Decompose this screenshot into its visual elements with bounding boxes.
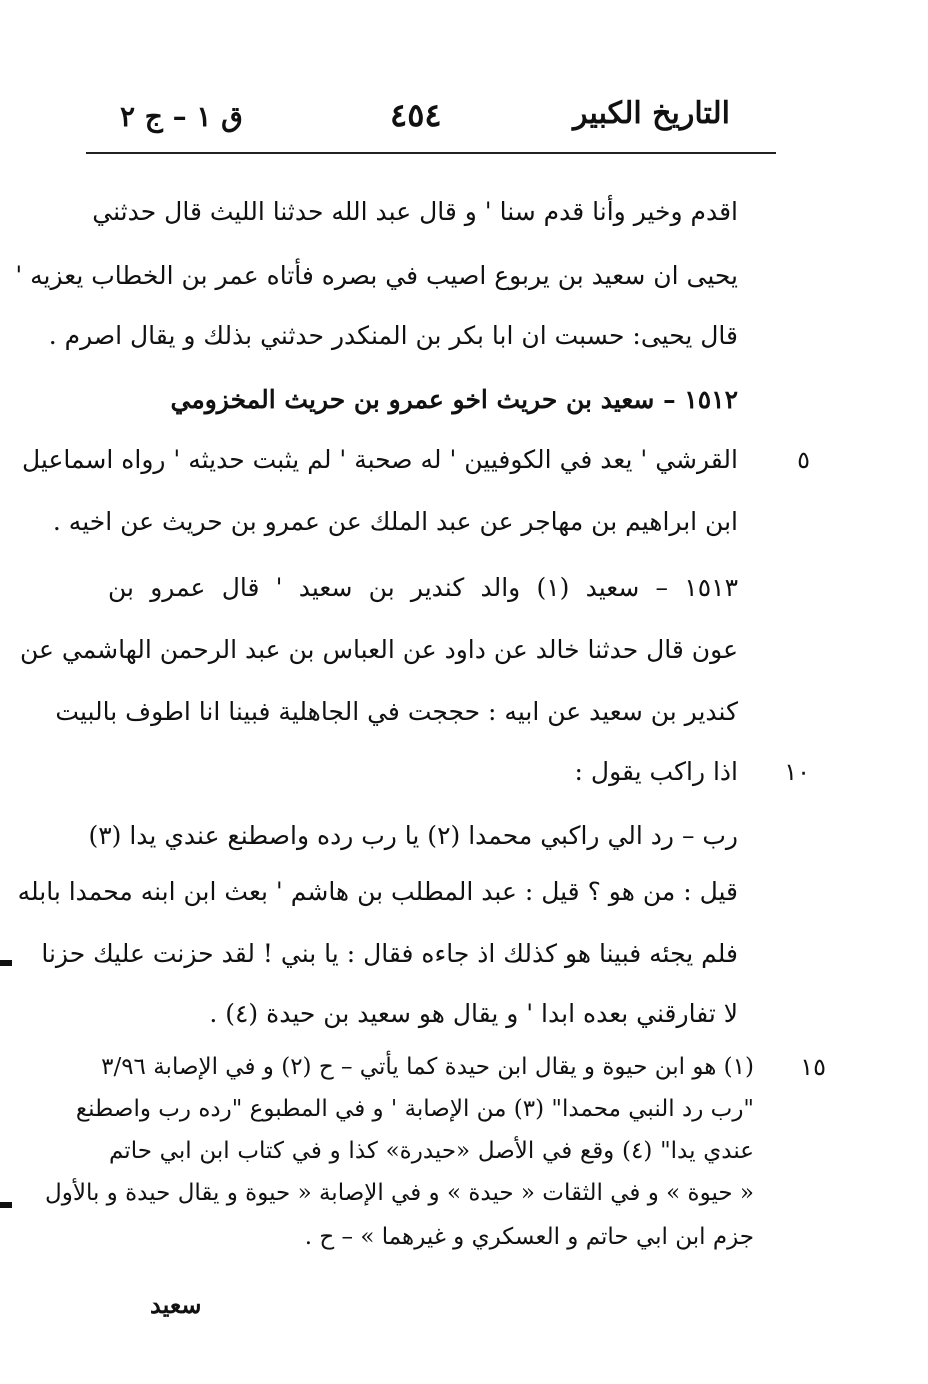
text-line: ١٥١٣ – سعيد (١) والد كندير بن سعيد ' قال عمرو بن [108,573,738,602]
page-header [100,96,730,146]
text-line: يحيى ان سعيد بن يربوع اصيب في بصره فأتاه عمر بن الخطاب يعزيه ' [15,261,738,290]
text-line: القرشي ' يعد في الكوفيين ' له صحبة ' لم يثبت حديثه ' رواه اسماعيل [21,445,738,474]
volume-part: ق ١ – ج ٢ [120,100,243,133]
margin-mark [0,960,12,966]
text-line: ١٥١٢ – سعيد بن حريث اخو عمرو بن حريث المخزومي [170,385,738,414]
text-line: عون قال حدثنا خالد عن داود عن العباس بن عبد الرحمن الهاشمي عن [19,635,738,664]
catchword: سعيد [150,1290,202,1319]
footnote-line: « حيوة » و في الثقات « حيدة » و في الإصابة « حيوة و يقال حيدة و بالأول [45,1180,754,1206]
text-line: اذا راكب يقول : [574,757,738,786]
text-line: رب – رد الي راكبي محمدا (٢) يا رب رده واصطنع عندي يدا (٣) [88,821,738,850]
line-number: ٥ [797,446,810,474]
line-number: ١٠ [784,758,810,786]
header-rule [86,152,776,154]
footnote-line: عندي يدا" (٤) وقع في الأصل «حيدرة» كذا و في كتاب ابن ابي حاتم [109,1138,755,1164]
text-line: قال يحيى: حسبت ان ابا بكر بن المنكدر حدثني بذلك و يقال اصرم . [48,321,738,350]
text-line: ابن ابراهيم بن مهاجر عن عبد الملك عن عمرو بن حريث عن اخيه . [52,507,738,536]
page-number: ٤٥٤ [390,96,442,134]
text-line: كندير بن سعيد عن ابيه : حججت في الجاهلية فبينا انا اطوف بالبيت [55,697,738,726]
margin-mark [0,1202,12,1208]
line-number: ١٥ [800,1053,826,1081]
running-title: التاريخ الكبير [572,96,730,131]
footnote-line: جزم ابن ابي حاتم و العسكري و غيرهما » – ح . [304,1224,754,1250]
footnote-line: "رب رد النبي محمدا" (٣) من الإصابة ' و في المطبوع "رده رب واصطنع [75,1096,754,1122]
text-line: لا تفارقني بعده ابدا ' و يقال هو سعيد بن حيدة (٤) . [209,999,738,1028]
text-line: قيل : من هو ؟ قيل : عبد المطلب بن هاشم ' بعث ابن ابنه محمدا بابله [17,877,738,906]
footnote-line: (١) هو ابن حيوة و يقال ابن حيدة كما يأتي – ح (٢) و في الإصابة ٣/٩٦ [101,1054,754,1080]
text-line: اقدم وخير وأنا قدم سنا ' و قال عبد الله حدثنا الليث قال حدثني [92,197,738,226]
text-line: فلم يجئه فبينا هو كذلك اذ جاءه فقال : يا بني ! لقد حزنت عليك حزنا [41,939,738,968]
